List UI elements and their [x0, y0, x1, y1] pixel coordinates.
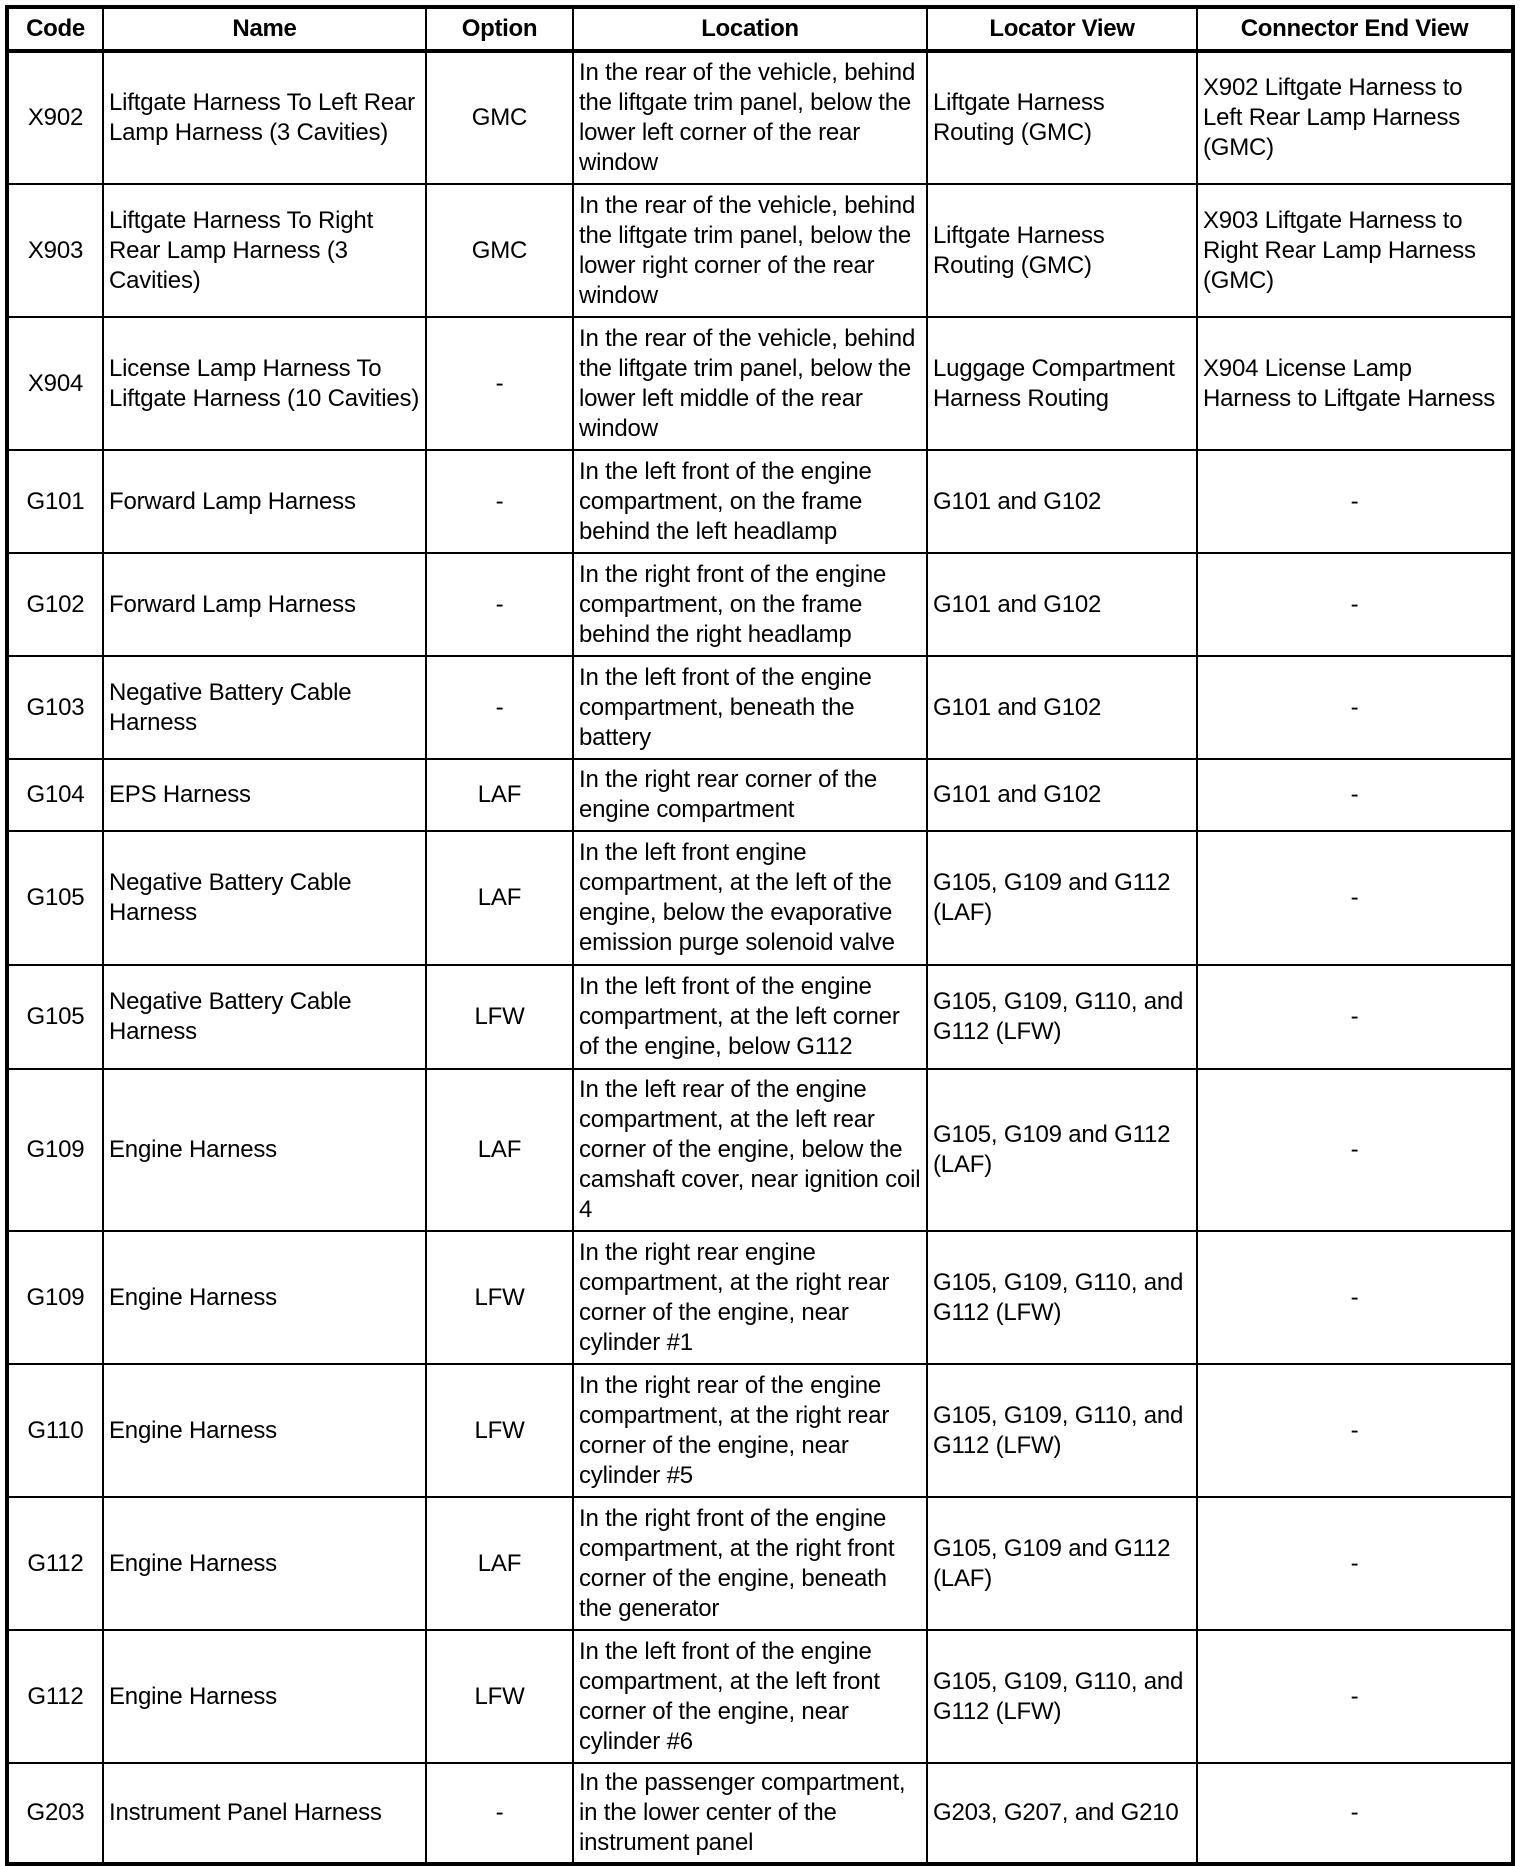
location-cell: In the right rear engine compartment, at the right rear corner of the engine, near cylinder #1: [573, 1231, 927, 1364]
name-cell: Forward Lamp Harness: [103, 450, 426, 553]
location-cell: In the left front of the engine compartment, beneath the battery: [573, 656, 927, 759]
connector-end-view-cell: X903 Liftgate Harness to Right Rear Lamp Harness (GMC): [1197, 184, 1513, 317]
code-cell: X902: [7, 51, 103, 184]
option-cell: LFW: [426, 1231, 573, 1364]
table-row: [7, 965, 1513, 1069]
locator-view-cell: G101 and G102: [927, 656, 1197, 759]
location-cell: In the left rear of the engine compartment, at the left rear corner of the engine, below the camshaft cover, near ignition coil 4: [573, 1069, 927, 1231]
locator-view-cell: G105, G109 and G112 (LAF): [927, 1497, 1197, 1630]
name-cell: Negative Battery Cable Harness: [103, 965, 426, 1069]
location-cell: In the right front of the engine compartment, on the frame behind the right headlamp: [573, 553, 927, 656]
option-cell: LAF: [426, 1069, 573, 1231]
table-row: [7, 656, 1513, 759]
locator-view-cell: G105, G109, G110, and G112 (LFW): [927, 1364, 1197, 1497]
connector-ground-table: [5, 5, 1515, 1866]
option-cell: -: [426, 656, 573, 759]
name-cell: Liftgate Harness To Right Rear Lamp Harness (3 Cavities): [103, 184, 426, 317]
name-cell: Liftgate Harness To Left Rear Lamp Harness (3 Cavities): [103, 51, 426, 184]
header-row: [7, 7, 1513, 51]
location-cell: In the rear of the vehicle, behind the liftgate trim panel, below the lower left corner of the rear window: [573, 51, 927, 184]
location-cell: In the left front of the engine compartment, on the frame behind the left headlamp: [573, 450, 927, 553]
table-row: [7, 553, 1513, 656]
header-name: Name: [103, 7, 426, 51]
name-cell: Engine Harness: [103, 1630, 426, 1763]
option-cell: GMC: [426, 184, 573, 317]
name-cell: Negative Battery Cable Harness: [103, 656, 426, 759]
option-cell: -: [426, 553, 573, 656]
header-locator-view: Locator View: [927, 7, 1197, 51]
connector-end-view-cell: -: [1197, 759, 1513, 831]
code-cell: X904: [7, 317, 103, 450]
table-row: [7, 450, 1513, 553]
header-location: Location: [573, 7, 927, 51]
name-cell: EPS Harness: [103, 759, 426, 831]
name-cell: Engine Harness: [103, 1364, 426, 1497]
header-connector-end-view: Connector End View: [1197, 7, 1513, 51]
connector-end-view-cell: -: [1197, 1763, 1513, 1864]
code-cell: G101: [7, 450, 103, 553]
connector-end-view-cell: -: [1197, 1497, 1513, 1630]
name-cell: Engine Harness: [103, 1069, 426, 1231]
connector-end-view-cell: -: [1197, 965, 1513, 1069]
table-row: [7, 1630, 1513, 1763]
connector-end-view-cell: X902 Liftgate Harness to Left Rear Lamp Harness (GMC): [1197, 51, 1513, 184]
option-cell: LFW: [426, 1364, 573, 1497]
location-cell: In the rear of the vehicle, behind the liftgate trim panel, below the lower right corner of the rear window: [573, 184, 927, 317]
name-cell: License Lamp Harness To Liftgate Harness (10 Cavities): [103, 317, 426, 450]
option-cell: LAF: [426, 831, 573, 965]
location-cell: In the rear of the vehicle, behind the liftgate trim panel, below the lower left middle of the rear window: [573, 317, 927, 450]
code-cell: G105: [7, 831, 103, 965]
option-cell: LAF: [426, 1497, 573, 1630]
code-cell: G112: [7, 1497, 103, 1630]
code-cell: G112: [7, 1630, 103, 1763]
table-row: [7, 184, 1513, 317]
code-cell: G104: [7, 759, 103, 831]
locator-view-cell: G101 and G102: [927, 759, 1197, 831]
table-row: [7, 1763, 1513, 1864]
connector-end-view-cell: -: [1197, 553, 1513, 656]
locator-view-cell: G203, G207, and G210: [927, 1763, 1197, 1864]
option-cell: LFW: [426, 965, 573, 1069]
name-cell: Engine Harness: [103, 1231, 426, 1364]
header-code: Code: [7, 7, 103, 51]
option-cell: LAF: [426, 759, 573, 831]
option-cell: -: [426, 317, 573, 450]
table-row: [7, 1497, 1513, 1630]
code-cell: G203: [7, 1763, 103, 1864]
header-option: Option: [426, 7, 573, 51]
location-cell: In the left front of the engine compartment, at the left front corner of the engine, near cylinder #6: [573, 1630, 927, 1763]
locator-view-cell: Liftgate Harness Routing (GMC): [927, 184, 1197, 317]
connector-end-view-cell: -: [1197, 1231, 1513, 1364]
locator-view-cell: G105, G109 and G112 (LAF): [927, 1069, 1197, 1231]
option-cell: GMC: [426, 51, 573, 184]
locator-view-cell: G101 and G102: [927, 553, 1197, 656]
option-cell: LFW: [426, 1630, 573, 1763]
connector-end-view-cell: -: [1197, 1069, 1513, 1231]
locator-view-cell: Liftgate Harness Routing (GMC): [927, 51, 1197, 184]
location-cell: In the right rear of the engine compartment, at the right rear corner of the engine, near cylinder #5: [573, 1364, 927, 1497]
location-cell: In the left front engine compartment, at the left of the engine, below the evaporative emission purge solenoid valve: [573, 831, 927, 965]
locator-view-cell: G105, G109, G110, and G112 (LFW): [927, 1231, 1197, 1364]
code-cell: X903: [7, 184, 103, 317]
locator-view-cell: G105, G109, G110, and G112 (LFW): [927, 1630, 1197, 1763]
connector-end-view-cell: -: [1197, 1630, 1513, 1763]
connector-end-view-cell: -: [1197, 450, 1513, 553]
table-row: [7, 1231, 1513, 1364]
location-cell: In the passenger compartment, in the lower center of the instrument panel: [573, 1763, 927, 1864]
location-cell: In the left front of the engine compartment, at the left corner of the engine, below G112: [573, 965, 927, 1069]
table-row: [7, 51, 1513, 184]
name-cell: Instrument Panel Harness: [103, 1763, 426, 1864]
name-cell: Engine Harness: [103, 1497, 426, 1630]
table-row: [7, 831, 1513, 965]
name-cell: Negative Battery Cable Harness: [103, 831, 426, 965]
code-cell: G105: [7, 965, 103, 1069]
code-cell: G102: [7, 553, 103, 656]
code-cell: G103: [7, 656, 103, 759]
connector-end-view-cell: X904 License Lamp Harness to Liftgate Harness: [1197, 317, 1513, 450]
table-row: [7, 1069, 1513, 1231]
locator-view-cell: G105, G109, G110, and G112 (LFW): [927, 965, 1197, 1069]
table-row: [7, 1364, 1513, 1497]
option-cell: -: [426, 450, 573, 553]
table-row: [7, 317, 1513, 450]
locator-view-cell: Luggage Compartment Harness Routing: [927, 317, 1197, 450]
connector-end-view-cell: -: [1197, 656, 1513, 759]
code-cell: G110: [7, 1364, 103, 1497]
table-row: [7, 759, 1513, 831]
connector-end-view-cell: -: [1197, 831, 1513, 965]
code-cell: G109: [7, 1069, 103, 1231]
location-cell: In the right rear corner of the engine compartment: [573, 759, 927, 831]
name-cell: Forward Lamp Harness: [103, 553, 426, 656]
option-cell: -: [426, 1763, 573, 1864]
location-cell: In the right front of the engine compartment, at the right front corner of the engine, beneath the generator: [573, 1497, 927, 1630]
code-cell: G109: [7, 1231, 103, 1364]
locator-view-cell: G105, G109 and G112 (LAF): [927, 831, 1197, 965]
locator-view-cell: G101 and G102: [927, 450, 1197, 553]
connector-end-view-cell: -: [1197, 1364, 1513, 1497]
